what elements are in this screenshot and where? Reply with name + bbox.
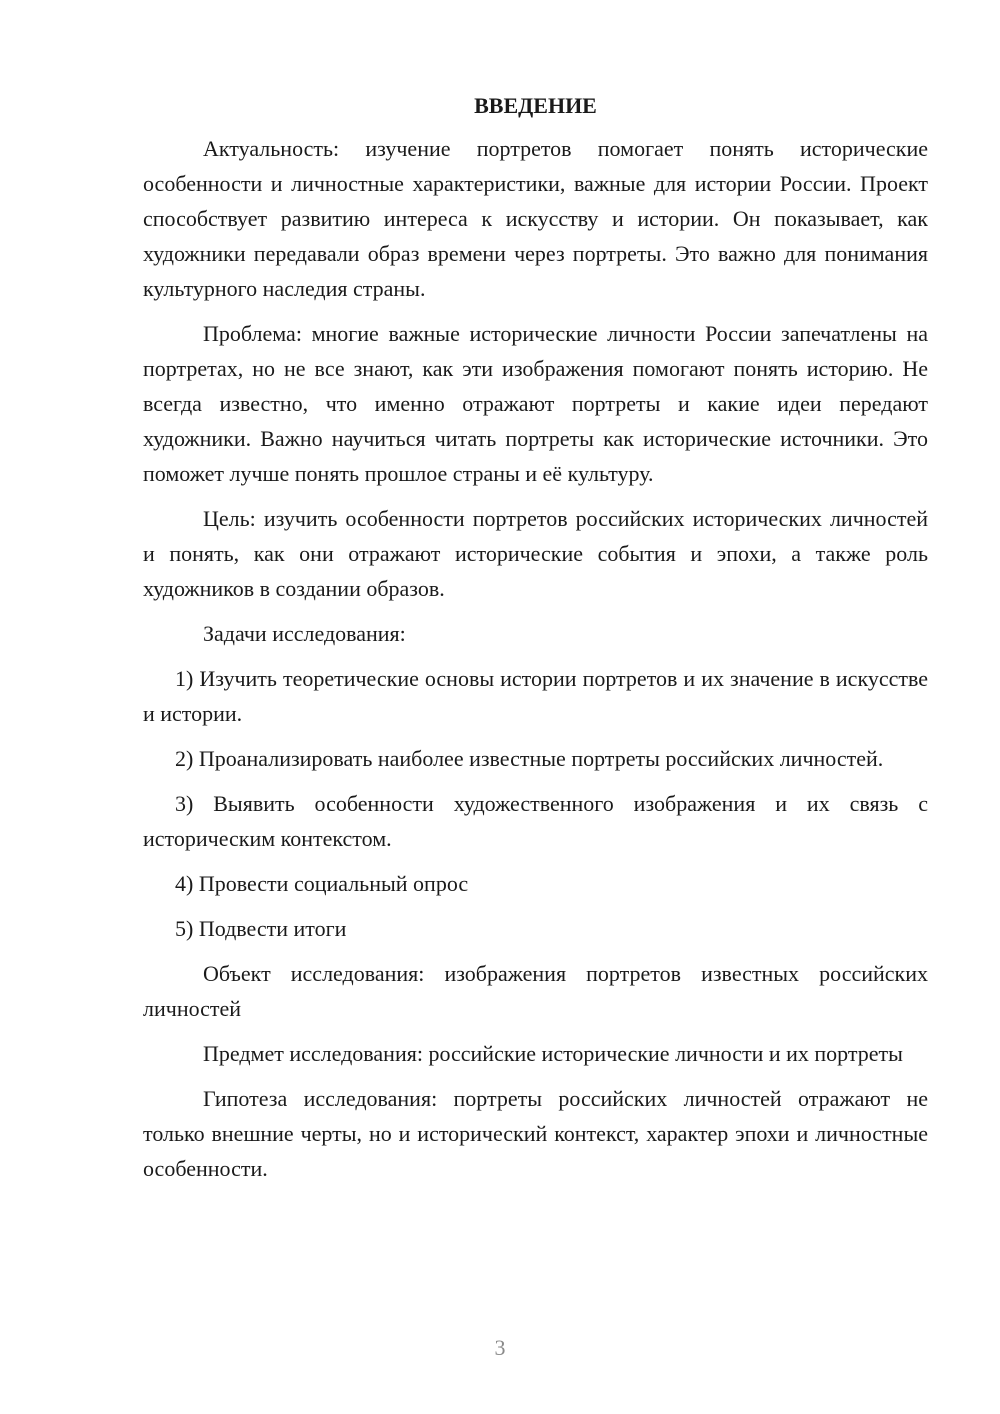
task-item: 5) Подвести итоги	[175, 916, 347, 941]
relevance-paragraph: Актуальность: изучение портретов помогает понять исторические особенности и личностные характеристики, важные для истории России. Проект способствует развитию интереса к искусству и истории. Он показывает, как художники передавали образ времени через портреты. Это важно для понимания культурного наследия страны.	[143, 136, 928, 301]
task-item: 1) Изучить теоретические основы истории портретов и их значение в искусстве и истории.	[143, 666, 928, 726]
task-item: 3) Выявить особенности художественного изображения и их связь с историческим контекстом.	[143, 791, 928, 851]
hypothesis-paragraph: Гипотеза исследования: портреты российских личностей отражают не только внешние черты, но и исторический контекст, характер эпохи и личностные особенности.	[143, 1086, 928, 1181]
page-number: 3	[494, 1335, 506, 1360]
task-item: 4) Провести социальный опрос	[175, 871, 469, 896]
section-title: ВВЕДЕНИЕ	[474, 93, 597, 118]
subject-paragraph: Предмет исследования: российские исторические личности и их портреты	[203, 1041, 903, 1066]
problem-paragraph: Проблема: многие важные исторические личности России запечатлены на портретах, но не все знают, как эти изображения помогают понять историю. Не всегда известно, что именно отражают портреты и какие идеи передают художники. Важно научиться читать портреты как исторические источники. Это поможет лучше понять прошлое страны и её культуру.	[143, 321, 928, 486]
tasks-heading: Задачи исследования:	[203, 621, 406, 646]
task-item: 2) Проанализировать наиболее известные портреты российских личностей.	[175, 746, 884, 771]
document-page	[143, 88, 928, 1196]
object-paragraph: Объект исследования: изображения портретов известных российских личностей	[143, 961, 928, 1021]
goal-paragraph: Цель: изучить особенности портретов российских исторических личностей и понять, как они отражают исторические события и эпохи, а также роль художников в создании образов.	[143, 506, 928, 601]
